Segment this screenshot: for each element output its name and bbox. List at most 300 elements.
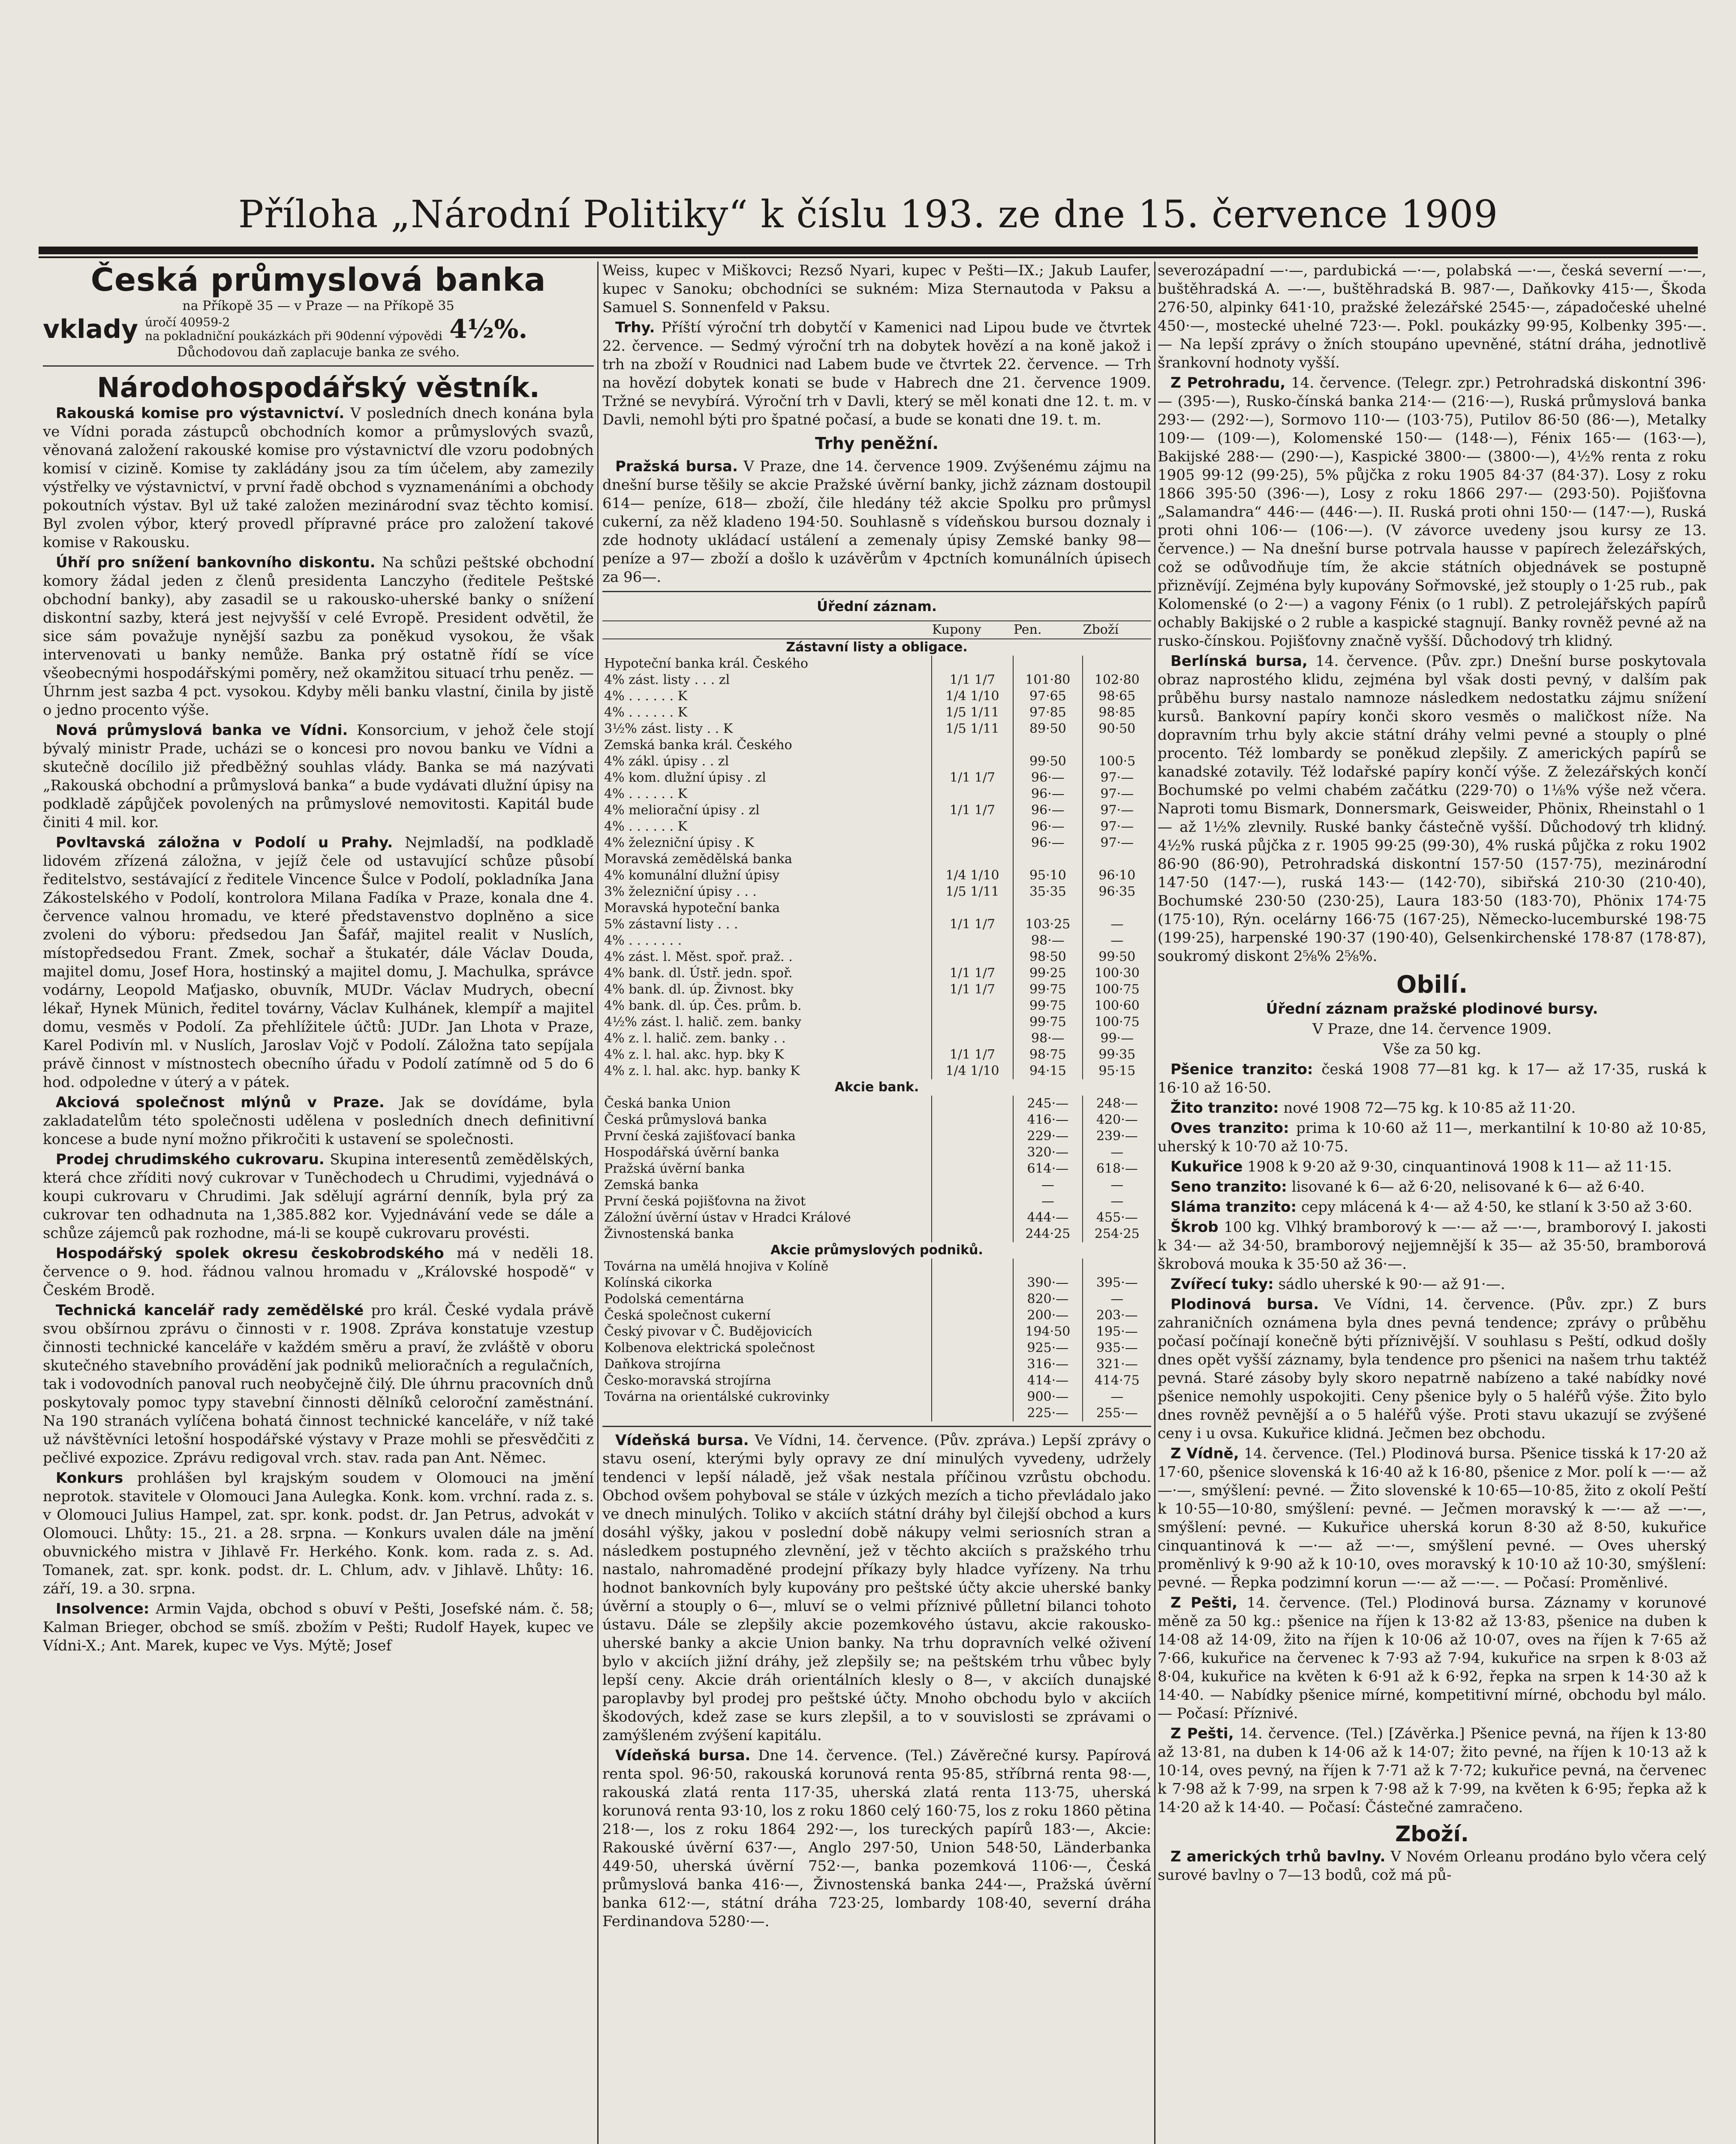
table-cell: — <box>1083 1177 1151 1193</box>
table-cell <box>932 1373 1013 1389</box>
table-cell: 4% kom. dlužní úpisy . zl <box>604 770 766 785</box>
table-cell: 414·— <box>1013 1373 1083 1389</box>
table-cell: 1/5 1/11 <box>932 884 1013 900</box>
table-cell <box>932 1340 1013 1356</box>
table-cell: První česká zajišťovací banka <box>604 1129 796 1144</box>
table-cell <box>932 1291 1013 1307</box>
article-heading: Nová průmyslová banka ve Vídni. <box>56 722 348 739</box>
table-cell <box>1083 851 1151 867</box>
table-cell: 99·75 <box>1013 982 1083 998</box>
article-text: V posledních dnech konána byla ve Vídni porada zástupců obchodních komor a průmyslových svazů, věnovaná založení rakouské komise pro výstavnictví dle vzoru podobných komisí v cizině. Komise ty zakládány jsou za tím účelem, aby zamezily výstřelky ve výstavnictví, v první řadě obchod s vyznamenáními a obchody pokoutních výstav. Byl už také založen mezinárodní svaz těchto komisí. Byl zvolen výbor, který provedl přípravné práce pro založení takové komise v Rakousku. <box>43 405 594 551</box>
table-cell: 321·— <box>1083 1356 1151 1373</box>
table-row <box>602 916 1151 933</box>
table-cell: 320·— <box>1013 1144 1083 1161</box>
table-header <box>602 621 932 639</box>
table-cell: 420·— <box>1083 1112 1151 1128</box>
article-heading: Plodinová bursa. <box>1170 1296 1319 1313</box>
table-cell: 203·— <box>1083 1307 1151 1324</box>
article-heading: Z amerických trhů bavlny. <box>1170 1848 1386 1865</box>
table-cell: 244·25 <box>1013 1226 1083 1242</box>
article-text: 14. července. (Tel.) Plodinová bursa. Záznamy v korunové měně za 50 kg.: pšenice na říjen k 13·82 až 13·83, pšenice na duben k 14·08 až 14·09, žito na říjen k 10·06 až 10·07, oves na říjen k 7·65 až 7·66, kukuřice na červenec k 7·93 až 7·94, kukuřice na srpen k 8·03 až 8·04, kukuřice na květen k 6·91 až k 6·92, řepka na srpen k 14·30 až k 14·40. — Nabídky pšenice mírné, kompetitivní mírné, obchodu byl málo. — Počasí: Příznivé. <box>1158 1594 1706 1722</box>
table-cell: 1/1 1/7 <box>932 1047 1013 1063</box>
table-cell: 4% bank. dl. Ústř. jedn. spoř. <box>604 966 793 981</box>
table-cell: 1/1 1/7 <box>932 802 1013 819</box>
table-cell <box>932 835 1013 851</box>
uredni-zaznam-heading: Úřední záznam. <box>817 598 937 614</box>
article-text: Dne 14. července. (Tel.) Závěrečné kursy. Papírová renta spol. 96·50, rakouská korunová renta 95·85, stříbrná renta 98·—, rakouská zlatá renta 117·35, uherská zlatá renta 113·75, uherská korunová renta 93·10, los z roku 1860 celý 160·75, los z roku 1860 pětina 218·—, los z roku 1864 292·—, los tureckých papírů 183·—, Akcie: Rakouské úvěrní 637·—, Anglo 297·50, Union 548·50, Länderbanka 449·50, uherská úvěrní 752·—, banka pozemková 1106·—, Česká průmyslová banka 416·—, Živnostenská banka 244·—, Pražská úvěrní banka 612·—, státní dráha 723·25, lombardy 108·40, severní dráha Ferdinandova 5280·—. <box>602 1747 1151 1930</box>
article-text: Ve Vídni, 14. července. (Pův. zpr.) Z burs zahraničních oznámena byla dnes pevná tendence; zprávy o průběhu počasí počínají konečně býti příznivější. V souhlasu s Peští, odkud došly dnes opět vyšší záznamy, byla tendence pro pšenici na našem trhu taktéž pevná. Staré zásoby byly skoro nepatrně nabízeno a také nabídky nové pšenice nemohly uspokojiti. Ceny pšenice byly o 5 haléřů výše. Žito bylo dnes rovněž pevnější a o 5 haléřů výše. Proti stavu ukazují se zvýšené ceny i u ovsa. Kukuřice klidná. Ječmen bez obchodu. <box>1158 1296 1706 1442</box>
table-cell: 4% komunální dlužní úpisy <box>604 868 780 883</box>
table-cell <box>932 1144 1013 1161</box>
tax-note: Důchodovou daň zaplacuje banka ze svého. <box>177 345 460 360</box>
table-cell: 4% zást. l. Měst. spoř. praž. . <box>604 949 793 964</box>
table-cell: 4% z. l. hal. akc. hyp. bky K <box>604 1047 784 1062</box>
table-cell: — <box>1083 916 1151 933</box>
bank-address: na Příkopě 35 — v Praze — na Příkopě 35 <box>182 298 454 313</box>
table-cell <box>932 1177 1013 1193</box>
table-row <box>602 835 1151 851</box>
table-row <box>602 1389 1151 1405</box>
article-text: česká 1908 77—81 kg. k 17— až 17·35, ruská k 16·10 až 16·50. <box>1158 1061 1706 1096</box>
table-cell <box>1083 656 1151 672</box>
article <box>1158 1178 1706 1196</box>
article-text: cepy mlácená k 4·— až 4·50, ke stlaní k 3·50 až 3·60. <box>1301 1198 1693 1216</box>
table-cell: 98·— <box>1013 933 1083 949</box>
table-cell: 4% zást. listy . . . zl <box>604 672 730 687</box>
table-cell: Továrna na umělá hnojiva v Kolíně <box>604 1259 829 1274</box>
table-row <box>602 786 1151 802</box>
obili-heading: Obilí. <box>1396 971 1468 999</box>
table-row <box>602 1161 1151 1177</box>
table-cell <box>932 1226 1013 1242</box>
article <box>1158 1099 1706 1117</box>
deposit-text: na pokladniční poukázkách při 90denní výpovědi <box>145 329 443 343</box>
article-heading: Akciová společnost mlýnů v Praze. <box>56 1094 385 1111</box>
table-cell: 3½% zást. listy . . K <box>604 721 733 736</box>
table-cell: Česká společnost cukerní <box>604 1308 771 1323</box>
article-heading: Žito tranzito: <box>1170 1099 1279 1117</box>
article-heading: Trhy. <box>615 319 655 336</box>
table-cell: 395·— <box>1083 1275 1151 1291</box>
column-2 <box>602 262 1151 2144</box>
table-cell: Zemská banka <box>604 1177 699 1192</box>
table-group-title: Akcie bank. <box>834 1080 919 1095</box>
table-cell <box>932 1275 1013 1291</box>
table-row <box>602 900 1151 916</box>
table-cell: 618·— <box>1083 1161 1151 1177</box>
table-cell: 97·— <box>1083 819 1151 835</box>
table-cell: 1/5 1/11 <box>932 705 1013 721</box>
table-cell: 614·— <box>1013 1161 1083 1177</box>
insolvence-continued: Weiss, kupec v Miškovci; Rezső Nyari, kupec v Pešti—IX.; Jakub Laufer, kupec v Sanoku; obchodníci se sukném: Miza Sternautoda v Paksu a Samuel S. Sonnenfeld v Paksu. <box>602 262 1151 316</box>
table-cell: 35·35 <box>1013 884 1083 900</box>
article <box>1158 1295 1706 1443</box>
table-row <box>602 819 1151 835</box>
table-row <box>602 1128 1151 1144</box>
table-cell: 98·— <box>1013 1030 1083 1047</box>
article <box>1158 1218 1706 1274</box>
table-cell <box>1013 851 1083 867</box>
article-text: 1908 k 9·20 až 9·30, cinquantinová 1908 k 11— až 11·15. <box>1247 1158 1672 1175</box>
table-row <box>602 998 1151 1014</box>
table-cell: 99·25 <box>1013 965 1083 982</box>
article-text: pro král. České vydala právě svou obšírnou zprávu o činnosti v r. 1908. Zpráva konstatuje vzestup činnosti technické kanceláře v každém směru a praví, že zvláště v oboru skutečného stavebního provádění jak podniků melioračních a regulačních, tak i vodovodních panoval ruch neobyčejně čilý. Dle úhrnu pracovních dnů poskytovaly pomoc typy stavební činnosti dělníků celoroční zaměstnání. Na 190 stranách vylíčena bohatá činnost technické kanceláře, v níž také už návštěvníci letošní hospodářské výstavy v Praze mohli se přesvědčiti z pečlivé expozice. Zprávu redigoval vrch. stav. rada pan Ant. Němec. <box>43 1302 594 1466</box>
table-row <box>602 1210 1151 1226</box>
table-cell <box>932 1128 1013 1144</box>
article-text: Ve Vídni, 14. července. (Pův. zpráva.) Lepší zprávy o stavu osení, kterými byly opravy ze dní minulých vyvedeny, udržely tendenci v lepší náladě, jež však nestala příčinou vzrůstu obchodu. Obchod ovšem pohyboval se stále v úzkých mezích a ticho převládalo jako ve dnech minulých. Toliko v akciích státní dráhy byl čilejší obchod a kurs dosáhl výšky, jakou v poslední době nákupy velmi seriosních stran a následkem postupného zlevnění, jež v těchto akciích s pražského trhu nastalo, nahromaděné prodejní příkazy byly hladce vyřízeny. Na trhu hodnot bankovních byly kupovány pro peštské účty akcie uherské banky úvěrní a stouply o 6—, mluví se o velmi příznivé půlletní bilanci tohoto ústavu. Dále se zlepšily akcie pozemkového ústavu, akcie rakousko-uherské banky a akcie Union banky. Na trhu dopravních velké oživení bylo v akciích jižní dráhy, jež zlepšily se; na peštském trhu vůbec byly lepší ceny. Akcie dráh orientálních klesly o 8—, v akciích dunajské paroplavby byl prodej pro peštské účty. Mnoho obchodu bylo v akciích škodových, kdež zase se kurs zlepšil, a to v souvislosti se zprávami o zamýšleném zvýšení kapitálu. <box>602 1432 1151 1744</box>
table-cell: Kolínská cikorka <box>604 1275 713 1290</box>
table-cell: 5% zástavní listy . . . <box>604 917 738 932</box>
table-cell: 96·— <box>1013 819 1083 835</box>
article-heading: Berlínská bursa, <box>1170 653 1308 670</box>
table-header: Zboží <box>1083 621 1151 639</box>
table-cell: 96·— <box>1013 786 1083 802</box>
article <box>1158 1198 1706 1217</box>
table-cell: 414·75 <box>1083 1373 1151 1389</box>
table-cell: Továrna na orientálské cukrovinky <box>604 1389 830 1404</box>
column-3-articles <box>1158 374 1706 966</box>
table-cell: Česká průmyslová banka <box>604 1112 767 1127</box>
article-heading: Insolvence: <box>56 1600 150 1617</box>
table-cell <box>932 737 1013 753</box>
table-cell: 925·— <box>1013 1340 1083 1356</box>
column-1 <box>43 262 594 2144</box>
table-row <box>602 1030 1151 1047</box>
table-cell: 95·15 <box>1083 1063 1151 1079</box>
table-row <box>602 688 1151 705</box>
article-trhy <box>602 319 1151 429</box>
table-row <box>602 1307 1151 1324</box>
bank-advertisement <box>43 262 594 367</box>
table-cell: 390·— <box>1013 1275 1083 1291</box>
table-cell: 99·— <box>1083 1030 1151 1047</box>
table-cell <box>932 819 1013 835</box>
table-row <box>602 933 1151 949</box>
table-row <box>602 851 1151 867</box>
article <box>1158 1119 1706 1156</box>
table-cell: 99·50 <box>1013 753 1083 770</box>
table-cell: Moravská hypoteční banka <box>604 900 780 915</box>
table-cell: 90·50 <box>1083 721 1151 737</box>
table-row <box>602 1193 1151 1210</box>
table-cell <box>1083 900 1151 916</box>
table-cell <box>932 1389 1013 1405</box>
article-heading: Technická kancelář rady zemědělské <box>56 1302 364 1319</box>
table-cell: 100·75 <box>1083 1014 1151 1030</box>
table-cell: Hospodářská úvěrní banka <box>604 1145 779 1160</box>
table-cell <box>1083 737 1151 753</box>
article <box>43 1469 594 1598</box>
table-cell <box>1013 737 1083 753</box>
table-cell: 1/4 1/10 <box>932 688 1013 705</box>
table-cell <box>932 1307 1013 1324</box>
table-cell: — <box>1083 1291 1151 1307</box>
table-cell: 4% . . . . . . K <box>604 705 687 720</box>
table-cell: 1/4 1/10 <box>932 867 1013 884</box>
table-cell: — <box>1013 1193 1083 1210</box>
table-cell: 99·75 <box>1013 1014 1083 1030</box>
table-group-row <box>602 1242 1151 1259</box>
table-row <box>602 949 1151 965</box>
table-cell <box>932 1356 1013 1373</box>
article <box>1158 1060 1706 1097</box>
table-cell: 98·85 <box>1083 705 1151 721</box>
table-cell: 98·65 <box>1083 688 1151 705</box>
table-cell: 4% . . . . . . K <box>604 689 687 704</box>
table-group-row <box>602 1079 1151 1096</box>
masthead-rule-thin <box>39 256 1698 258</box>
table-cell: 248·— <box>1083 1096 1151 1112</box>
article-heading: Škrob <box>1170 1219 1219 1236</box>
table-row <box>602 1373 1151 1389</box>
article-heading: Úhří pro snížení bankovního diskontu. <box>56 554 376 571</box>
table-cell: 225·— <box>1013 1405 1083 1421</box>
article-heading: Vídeňská bursa. <box>615 1432 749 1449</box>
article-heading: Vídeňská bursa. <box>615 1747 751 1764</box>
table-cell: 4% . . . . . . K <box>604 819 687 834</box>
table-cell: 97·65 <box>1013 688 1083 705</box>
column-3 <box>1158 262 1706 2144</box>
table-row <box>602 1405 1151 1421</box>
table-cell: 99·75 <box>1013 998 1083 1014</box>
table-cell: 1/1 1/7 <box>932 672 1013 688</box>
table-row <box>602 1259 1151 1275</box>
table-cell: Česko-moravská strojírna <box>604 1373 771 1388</box>
article <box>43 404 594 552</box>
table-cell: — <box>1013 1177 1083 1193</box>
article <box>602 1431 1151 1745</box>
zbozi-heading: Zboží. <box>1395 1822 1469 1846</box>
article-text: 14. července. (Pův. zpr.) Dnešní burse poskytovala obraz naprostého klidu, zejména byl však dosti pevný, v dalším pak průběhu bursy nastalo namnoze následkem nedostatku zájmu snížení kursů. Bankovní papíry konči skoro vesměs o maličkost níže. Na dopravním trhu byly akcie státní dráhy velmi pevné a stouply o plné procento. Též lombardy se poněkud zlepšily. Z amerických papírů se kanadské zotavily. Též lodařské papíry končí výše. Z železářských končí Bochumské po velmi chabém začátku (229·70) o 1⅛% výše než včera. Naproti tomu Bismark, Donnersmark, Geisweider, Phönix, Rheinstahl o 1— až 1½% zlevnily. Ruské banky částečně vyšší. Důchodový trh klidný. 4½% ruská půjčka z r. 1905 99·25 (99·30), 4% ruská půjčka z roku 1902 86·90 (86·90), Petrohradská diskontní 157·50 (157·75), mezinárodní 147·50 (147·—), ruská 143·— (142·70), sibiřská 210·30 (210·40), Bochumské 230·50 (230·25), Laura 183·50 (183·70), Phönix 174·75 (175·10), Rýn. ocelárny 166·75 (167·25), Německo-lucemburské 198·75 (199·25), harpenské 190·37 (190·40), Gelsenkirchenské 178·87 (178·87), soukromý diskont 2⅝% 2⅝%. <box>1158 653 1706 965</box>
table-cell: 1/1 1/7 <box>932 965 1013 982</box>
table-cell: 98·50 <box>1013 949 1083 965</box>
section-heading-trhy-penezni: Trhy peněžní. <box>815 434 939 453</box>
article-prazska-bursa <box>602 458 1151 587</box>
article <box>43 554 594 720</box>
article <box>43 721 594 832</box>
table-cell <box>1083 1259 1151 1275</box>
article-heading: Z Vídně, <box>1170 1445 1239 1462</box>
table-cell: 229·— <box>1013 1128 1083 1144</box>
table-cell <box>932 900 1013 916</box>
article-text: lisované k 6— až 6·20, nelisované k 6— až 6·40. <box>1291 1178 1645 1195</box>
table-row <box>602 721 1151 737</box>
table-cell: 97·— <box>1083 802 1151 819</box>
article <box>1158 1275 1706 1294</box>
grain-market-articles <box>1158 1060 1706 1817</box>
table-cell: 820·— <box>1013 1291 1083 1307</box>
article <box>1158 374 1706 650</box>
column-separator <box>597 262 599 2144</box>
table-row <box>602 1112 1151 1128</box>
article-text: nové 1908 72—75 kg. k 10·85 až 11·20. <box>1283 1099 1576 1117</box>
table-row <box>602 884 1151 900</box>
article-heading: Sláma tranzito: <box>1170 1198 1297 1216</box>
table-row <box>602 656 1151 672</box>
article-heading: Seno tranzito: <box>1170 1178 1287 1195</box>
table-cell: 1/4 1/10 <box>932 1063 1013 1079</box>
table-cell: 935·— <box>1083 1340 1151 1356</box>
table-cell <box>602 1405 932 1421</box>
table-cell: Pražská úvěrní banka <box>604 1161 745 1176</box>
table-cell: Záložní úvěrní ústav v Hradci Králové <box>604 1210 851 1225</box>
table-cell: 96·— <box>1013 802 1083 819</box>
bank-name: Česká průmyslová banka <box>90 262 546 298</box>
table-cell: 245·— <box>1013 1096 1083 1112</box>
table-row <box>602 1324 1151 1340</box>
table-cell: 97·— <box>1083 835 1151 851</box>
account-label: úročí <box>145 315 177 329</box>
table-cell: 239·— <box>1083 1128 1151 1144</box>
column-separator <box>1154 262 1155 2144</box>
article <box>1158 1158 1706 1176</box>
account-number: 40959-2 <box>180 315 230 329</box>
article-text: Konsorcium, v jehož čele stojí bývalý ministr Prade, ucházi se o koncesi pro novou banku ve Vídni a skutečně docílilo již předběžný souhlas vlády. Banka se má nazývati „Rakouská obchodní a průmyslová banka“ a bude vydávati dlužní úpisy na podkladě zápůjček povolených na průmyslové nemovitosti. Kapitál bude činiti 4 mil. kor. <box>43 722 594 831</box>
table-group-title: Zástavní listy a obligace. <box>786 640 968 655</box>
article-heading: Z Petrohradu, <box>1170 374 1286 391</box>
table-cell <box>932 1030 1013 1047</box>
table-row <box>602 982 1151 998</box>
article <box>1158 652 1706 966</box>
vienna-bursa-continued: severozápadní —·—, pardubická —·—, polabská —·—, česká severní —·—, buštěhradská A. —·—, buštěhradská B. 987·—, Daňkovky 415·—, Škoda 276·50, alpinky 641·10, pražské železářské 2545·—, západočeské uhelné 450·—, mostecké uhelné 723·—. Pokl. poukázky 99·95, Kolbenky 395·—. — Na lepší zprávy o žních stoupáno upevněné, státní dráha, jednotlivě šrankovní hodnoty vyšší. <box>1158 262 1706 371</box>
article-text: Na schůzi peštské obchodní komory žádal jeden z členů presidenta Lanczyho (ředitele Peštské obchodní banky), aby zasadil se u rakousko-uherské banky o snížení diskontní sazby, která jest nejvyšší v celé Evropě. President odvětil, že sice sám považuje nynější sazbu za poněkud vysokou, že však intervenovati u banky nemůže. Banka prý ostatně řídí se více všeobecnými hospodářskými poměry, než okamžitou situací trhu peněz. — Úhrnm jest sazba 4 pct. vysokou. Kdyby měli banku vlastní, činila by jistě o jedno procento výše. <box>43 554 594 719</box>
table-cell: 900·— <box>1013 1389 1083 1405</box>
table-cell: 4% . . . . . . K <box>604 786 687 801</box>
table-row <box>602 1226 1151 1242</box>
article <box>1158 1445 1706 1592</box>
table-cell <box>932 998 1013 1014</box>
article-text: Jak se dovídáme, byla zakladatelům této společnosti udělena v posledních dnech definitivní koncese a bude nyní možno přikročiti k ustavení se společnosti. <box>43 1094 594 1148</box>
table-cell <box>932 949 1013 965</box>
table-cell <box>932 1259 1013 1275</box>
article-text: 14. července. (Tel.) Plodinová bursa. Pšenice tisská k 17·20 až 17·60, pšenice slovenská k 16·40 až k 16·80, pšenice z Mor. polí k —·— až —·—, smýšlení: pevné. — Žito slovenské k 10·65—10·85, žito z okolí Peští k 10·55—10·80, smýšlení: pevné. — Ječmen moravský k —·— až —·—, smýšlení: pevné. — Kukuřice uherská korun 8·30 až 8·50, kukuřice cinquantinová k —·— až —·—, smýšlení pevné. — Oves uherský proměnlivý k 9·90 až k 10·10, oves moravský k 10·10 až 10·30, smýšlení: pevné. — Řepka podzimní korun —·— až —·—. — Počasí: Proměnlivé. <box>1158 1445 1706 1591</box>
table-cell: 416·— <box>1013 1112 1083 1128</box>
table-cell: Kolbenova elektrická společnost <box>604 1340 815 1355</box>
table-row <box>602 1275 1151 1291</box>
table-cell: Podolská cementárna <box>604 1292 744 1307</box>
article-text: 14. července. (Tel.) [Závěrka.] Pšenice pevná, na říjen k 13·80 až 13·81, na duben k 14·06 až k 14·07; žito pevné, na říjen k 10·13 až k 10·14, oves pevný, na říjen k 7·71 až k 7·72; kukuřice pevná, na červenec k 7·98 až k 7·99, na srpen k 7·98 až k 7·99, na květen k 6·95; řepka až k 14·20 až k 14·40. — Počasí: Částečné zamračeno. <box>1158 1725 1706 1816</box>
table-row <box>602 1047 1151 1063</box>
table-cell: 97·— <box>1083 786 1151 802</box>
bond-rates-table <box>602 620 1151 1421</box>
table-cell: 94·15 <box>1013 1063 1083 1079</box>
table-cell <box>932 1112 1013 1128</box>
article-text: má v neděli 18. července o 9. hod. řádnou valnou hromadu v „Královské hospodě“ v Českém Brodě. <box>43 1245 594 1299</box>
article <box>43 1093 594 1149</box>
table-cell: 254·25 <box>1083 1226 1151 1242</box>
article <box>43 1301 594 1467</box>
section-title: Národohospodářský věstník. <box>97 372 540 404</box>
article-text: Nejmladší, na podkladě lidovém zřízená záložna, v jejíž čele od ustavující schůze působí ředitelstvo, sestávající z ředitele Vincence Šulce v Podolí, pokladníka Jana Zákostelského v Podolí, kontrolora Milana Fadíka v Praze, konala dne 4. července valnou hromadu, ve které představenstvo doplněno a sice zvoleni do výboru: předsedou Jan Šafář, majitel realit v Nuslích, místopředsedou Frant. Zmek, sochař a štukatér, dále Václav Douda, majitel domu, Josef Hora, hostinský a majitel domu, J. Machulka, správce vodárny, Leopold Maťjasko, obuvník, MUDr. Václav Mudrych, obecní lékař, Hynek Münich, ředitel továrny, Václav Kulhánek, klempíř a majitel domu, vesměs v Podolí. Za přehlížitele účtů: JUDr. Jan Lhota v Praze, Karel Podivín ml. v Nuslích, Jaroslav Vojč v Podolí. Záložna tato sepíjala právě činnost v místnostech obecního úřadu v Podolí zatímně od 5 do 6 hod. odpoledne v úterý a v pátek. <box>43 834 594 1091</box>
table-cell: 96·10 <box>1083 867 1151 884</box>
table-cell: 4% bank. dl. úp. Čes. prům. b. <box>604 998 802 1013</box>
article-text: Armin Vajda, obchod s obuví v Pešti, Josefské nám. č. 58; Kalman Brieger, obchod se smíš. zbožím v Pešti; Rudolf Hayek, kupec ve Vídni-X.; Ant. Marek, kupec ve Vys. Mýtě; Josef <box>43 1600 594 1654</box>
article-text: prohlášen byl krajským soudem v Olomouci na jmění neprotok. stavitele v Olomouci Jana Aulegka. Konk. kom. vrchní. rada z. s. v Olomouci Julius Hampel, zat. spr. konk. podst. dr. Jan Petrus, advokát v Olomouci. Lhůty: 15., 21. a 28. srpna. — Konkurs uvalen dále na jmění obuvnického mistra v Jihlavě Fr. Herkého. Konk. kom. rada z. s. Ad. Tomanek, zat. spr. konk. podst. dr. L. Chlum, adv. v Jihlavě. Lhůty: 16. září, 19. a 30. srpna. <box>43 1469 594 1597</box>
table-cell <box>932 753 1013 770</box>
table-cell: 4% železniční úpisy . K <box>604 835 754 850</box>
article <box>43 834 594 1092</box>
article-text: sádlo uherské k 90·— až 91·—. <box>1278 1276 1505 1293</box>
table-row <box>602 1014 1151 1030</box>
article-heading: Kukuřice <box>1170 1158 1243 1175</box>
table-cell <box>1013 1259 1083 1275</box>
table-header: Pen. <box>1013 621 1083 639</box>
article-text: 14. července. (Telegr. zpr.) Petrohradská diskontní 396·— (395·—), Rusko-čínská banka 214·— (216·—), Ruská průmyslová banka 293·— (292·—), Sormovo 110·— (103·75), Putilov 86·50 (86·—), Metalky 109·— (109·—), Kolomenské 150·— (148·—), Fénix 165·— (163·—), Bakijské 288·— (290·—), Kaspické 3800·— (3800·—), 4½% renta z roku 1905 99·12 (99·25), 5% půjčka z roku 1905 84·37 (84·37). Losy z roku 1866 395·50 (396·—), Losy z roku 1866 297·— (293·50). Pojišťovna „Salamandra“ 446·— (446·—). II. Ruská proti ohni 150·— (147·—), Ruská proti ohni 106·— (106·—). (V závorce uvedeny jsou kursy ze 13. července.) — Na dnešní burse potrvala hausse v papírech železářských, což se odůvodňuje tím, že akcie státních objednávek se postupně přizněvíjí. Zejména byly kupovány Sořmovské, jež stouply o 1·25 rub., pak Kolomenské (o 2·—) a vagony Fénix (o 1 rubl). Z petrolejářských papírů ochably Bakijské o 2 ruble a kaspické stagnují. Banky rovněž pevné až na rusko-čínskou. Pojišťovny značně vyšší. Důchodový trh klidný. <box>1158 374 1706 650</box>
article-heading: Z Pešti, <box>1170 1594 1238 1611</box>
article-text: Skupina interesentů zemědělských, která chce zříditi nový cukrovar v Tuněchodech u Chrudimi, vyjednává o koupi cukrovaru v Chrudimi. Jak sdělují agrární denník, byla prý za cukrovar ten odhadnuta na 1,385.882 kor. Vyjednávání vede se dále a schůze zájemců pak rozhodne, má-li se koupě cukrovaru provésti. <box>43 1151 594 1242</box>
table-cell: 99·50 <box>1083 949 1151 965</box>
table-cell <box>932 1014 1013 1030</box>
article <box>43 1150 594 1243</box>
table-cell <box>932 1405 1013 1421</box>
table-cell: 444·— <box>1013 1210 1083 1226</box>
obili-place-date: V Praze, dne 14. července 1909. <box>1312 1021 1552 1038</box>
table-cell: — <box>1083 1193 1151 1210</box>
article-heading: Z Pešti, <box>1170 1725 1234 1742</box>
table-cell: 4% z. l. hal. akc. hyp. banky K <box>604 1063 800 1078</box>
table-cell: 97·85 <box>1013 705 1083 721</box>
table-cell: 4% z. l. halič. zem. banky . . <box>604 1031 786 1046</box>
article <box>602 1747 1151 1931</box>
table-cell <box>932 1096 1013 1112</box>
table-cell: 102·80 <box>1083 672 1151 688</box>
table-cell: 194·50 <box>1013 1324 1083 1340</box>
table-cell: 100·60 <box>1083 998 1151 1014</box>
obili-unit: Vše za 50 kg. <box>1383 1041 1481 1058</box>
table-cell: 455·— <box>1083 1210 1151 1226</box>
article <box>1158 1725 1706 1817</box>
article-cotton <box>1158 1848 1706 1885</box>
table-cell <box>932 933 1013 949</box>
table-cell: Český pivovar v Č. Budějovicích <box>604 1324 812 1339</box>
article <box>43 1600 594 1655</box>
table-row <box>602 753 1151 770</box>
table-group-row <box>602 639 1151 656</box>
table-cell <box>932 1193 1013 1210</box>
deposit-line <box>43 316 594 343</box>
article-heading: Zvířecí tuky: <box>1170 1276 1274 1293</box>
table-cell: Daňkova strojírna <box>604 1357 721 1372</box>
table-cell: — <box>1083 1144 1151 1161</box>
table-cell: 1/1 1/7 <box>932 982 1013 998</box>
article-text: Příští výroční trh dobytčí v Kamenici nad Lipou bude ve čtvrtek 22. července. — Sedmý výroční trh na dobytek hovězí a na koně jakož i trh na zboží v Roudnici nad Labem bude ve čtvrtek 22. července. — Trh na hovězí dobytek konati se bude v Habrech dne 21. července 1909. Tržné se nevybírá. Výroční trh v Davli, který se měl konati dne 12. t. m. v Davli, nemohl býti pro špatné počasí, a bude se konati dne 19. t. m. <box>602 319 1151 428</box>
article-heading: Pšenice tranzito: <box>1170 1061 1313 1078</box>
table-row <box>602 965 1151 982</box>
table-cell: 1/1 1/7 <box>932 916 1013 933</box>
table-cell: 101·80 <box>1013 672 1083 688</box>
table-cell <box>1013 656 1083 672</box>
table-cell: 96·— <box>1013 770 1083 786</box>
table-cell <box>932 1210 1013 1226</box>
table-header: Kupony <box>932 621 1013 639</box>
table-cell: Zemská banka král. Českého <box>604 738 792 753</box>
article-heading: Oves tranzito: <box>1170 1120 1289 1137</box>
table-cell: 98·75 <box>1013 1047 1083 1063</box>
table-cell: 316·— <box>1013 1356 1083 1373</box>
table-cell: 255·— <box>1083 1405 1151 1421</box>
table-cell <box>1013 900 1083 916</box>
column-1-articles <box>43 404 594 1655</box>
table-row <box>602 705 1151 721</box>
masthead-rule <box>39 247 1698 254</box>
table-cell: 4½% zást. l. halič. zem. banky <box>604 1015 801 1030</box>
table-cell <box>932 656 1013 672</box>
article-text: V Novém Orleanu prodáno bylo včera celý surové bavlny o 7—13 bodů, což má pů- <box>1158 1848 1706 1884</box>
table-cell: Hypoteční banka král. Českého <box>604 656 808 671</box>
table-cell: 4% zákl. úpisy . . zl <box>604 754 729 769</box>
table-row <box>602 1096 1151 1112</box>
table-row <box>602 1291 1151 1307</box>
